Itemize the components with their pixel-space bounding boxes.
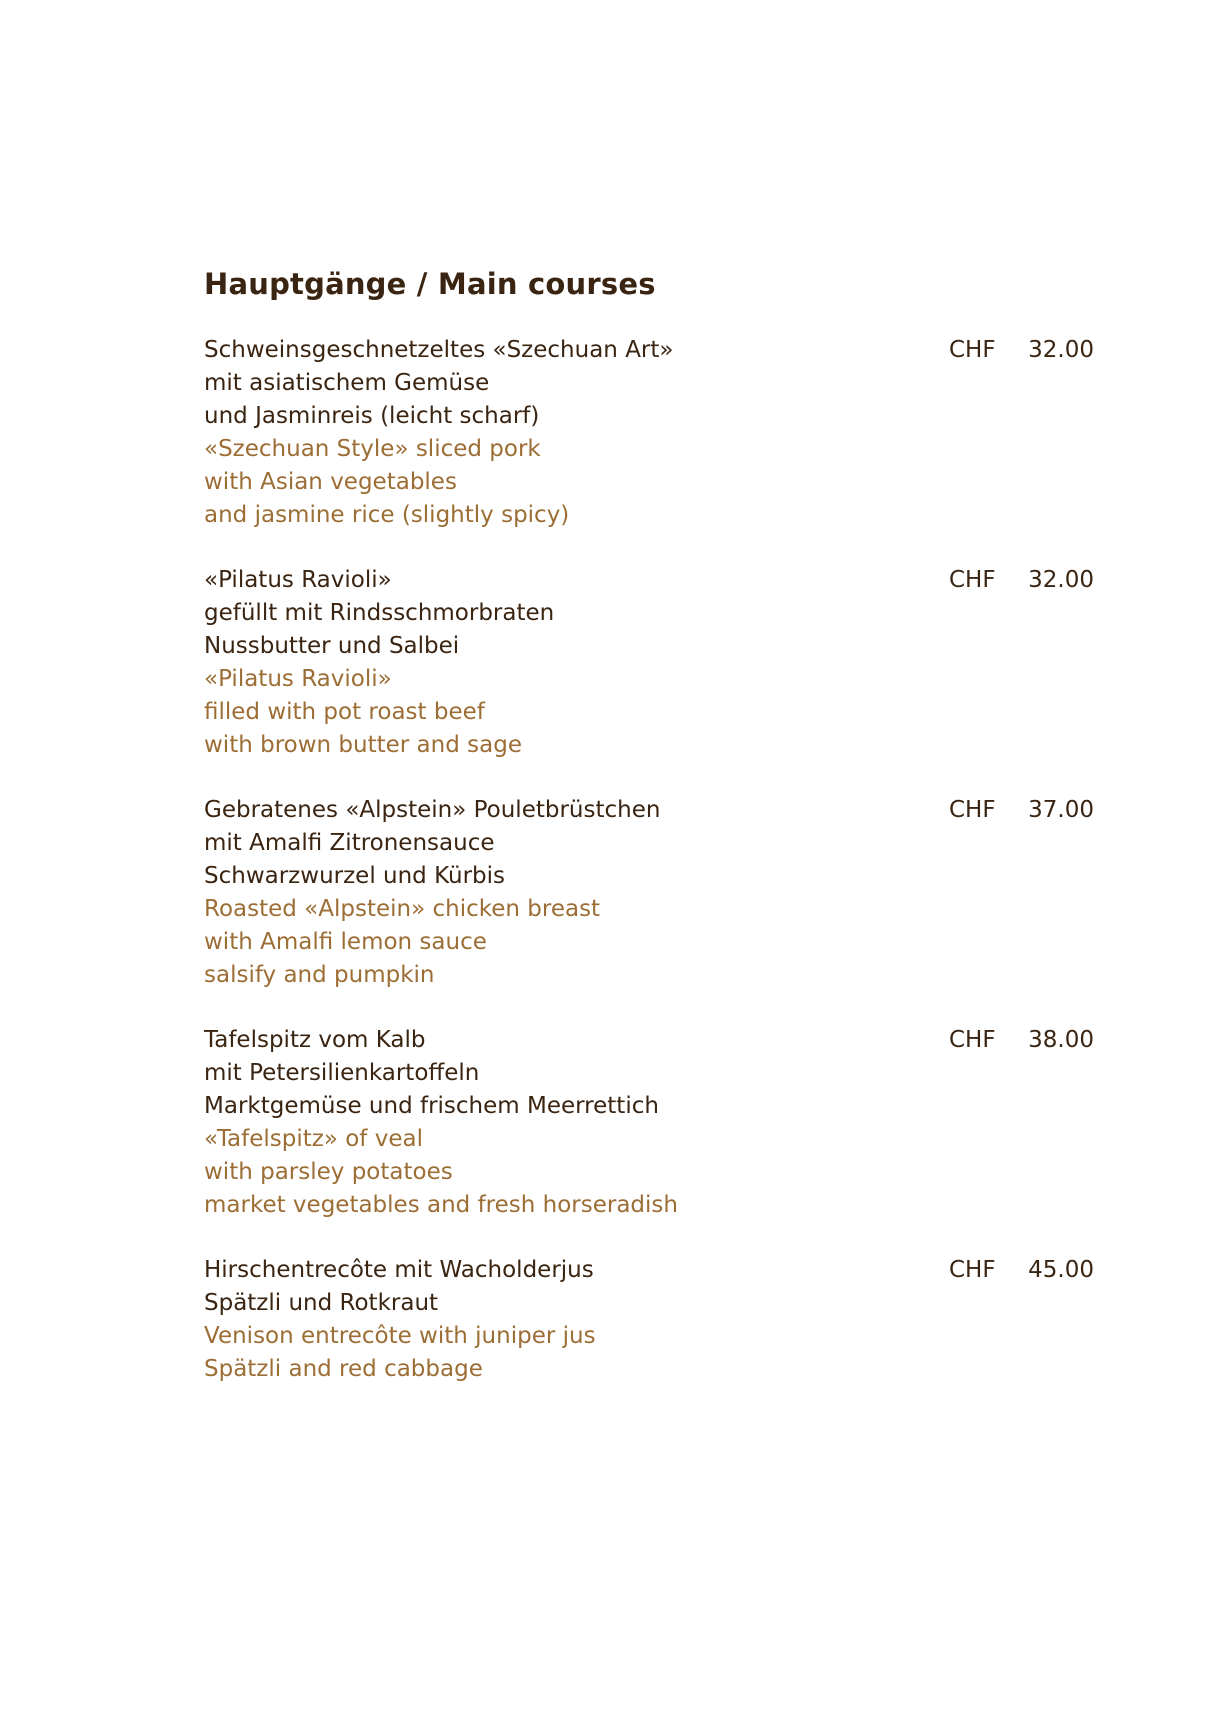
item-desc-en: filled with pot roast beef xyxy=(204,699,485,725)
item-desc-en: Spätzli and red cabbage xyxy=(204,1356,483,1382)
item-desc-de: mit asiatischem Gemüse xyxy=(204,370,490,396)
menu-page xyxy=(204,262,1104,1418)
item-name-en: «Szechuan Style» sliced pork xyxy=(204,436,541,462)
item-desc-de: gefüllt mit Rindsschmorbraten xyxy=(204,600,555,626)
item-desc-de: mit Petersilienkartoffeln xyxy=(204,1060,480,1086)
item-name-de: Schweinsgeschnetzeltes «Szechuan Art» xyxy=(204,337,674,363)
item-desc-de: Spätzli und Rotkraut xyxy=(204,1290,439,1316)
item-price: 37.00 xyxy=(1028,797,1094,823)
item-currency: CHF xyxy=(949,337,996,363)
item-name-en: «Tafelspitz» of veal xyxy=(204,1126,423,1152)
item-desc-en: with Amalfi lemon sauce xyxy=(204,929,487,955)
item-name-de: Hirschentrecôte mit Wacholderjus xyxy=(204,1257,594,1283)
item-name-de: Gebratenes «Alpstein» Pouletbrüstchen xyxy=(204,797,661,823)
item-name-de: «Pilatus Ravioli» xyxy=(204,567,392,593)
item-price: 38.00 xyxy=(1028,1027,1094,1053)
item-desc-en: and jasmine rice (slightly spicy) xyxy=(204,502,570,528)
item-name-en: Venison entrecôte with juniper jus xyxy=(204,1323,596,1349)
item-desc-de: Schwarzwurzel und Kürbis xyxy=(204,863,506,889)
item-currency: CHF xyxy=(949,567,996,593)
item-currency: CHF xyxy=(949,1257,996,1283)
menu-item xyxy=(204,794,1104,992)
menu-item xyxy=(204,1024,1104,1222)
item-name-en: Roasted «Alpstein» chicken breast xyxy=(204,896,601,922)
item-desc-de: Nussbutter und Salbei xyxy=(204,633,460,659)
menu-item xyxy=(204,334,1104,532)
item-name-de: Tafelspitz vom Kalb xyxy=(204,1027,426,1053)
menu-items xyxy=(204,334,1104,1386)
item-desc-en: with brown butter and sage xyxy=(204,732,522,758)
item-currency: CHF xyxy=(949,797,996,823)
item-price: 32.00 xyxy=(1028,567,1094,593)
page-title: Hauptgänge / Main courses xyxy=(204,267,656,301)
item-price: 45.00 xyxy=(1028,1257,1094,1283)
item-desc-en: with Asian vegetables xyxy=(204,469,457,495)
item-desc-en: with parsley potatoes xyxy=(204,1159,453,1185)
item-currency: CHF xyxy=(949,1027,996,1053)
menu-item xyxy=(204,564,1104,762)
item-price: 32.00 xyxy=(1028,337,1094,363)
item-desc-en: salsify and pumpkin xyxy=(204,962,435,988)
item-name-en: «Pilatus Ravioli» xyxy=(204,666,392,692)
item-desc-en: market vegetables and fresh horseradish xyxy=(204,1192,678,1218)
item-desc-de: Marktgemüse und frischem Meerrettich xyxy=(204,1093,659,1119)
menu-item xyxy=(204,1254,1104,1386)
item-desc-de: mit Amalfi Zitronensauce xyxy=(204,830,495,856)
item-desc-de: und Jasminreis (leicht scharf) xyxy=(204,403,540,429)
